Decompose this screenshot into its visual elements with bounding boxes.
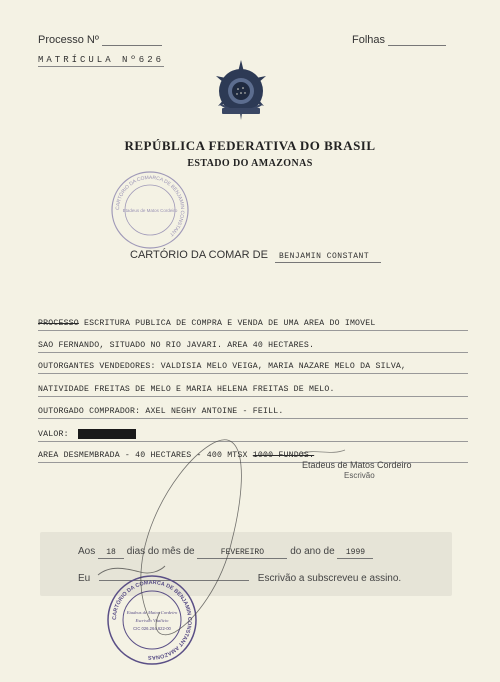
ano-label: do ano de [290, 546, 335, 557]
signatory-role: Escrivão [344, 471, 375, 480]
coat-of-arms-icon [208, 58, 274, 124]
redacted-value [78, 429, 136, 439]
body-line-4: NATIVIDADE FREITAS DE MELO E MARIA HELENA FREITAS DE MELO. [38, 385, 468, 397]
seal-bottom-line-1: Etadeus de Matos Cordeiro [126, 610, 178, 615]
signatory-name: Etadeus de Matos Cordeiro [302, 460, 412, 470]
notary-seal-top [110, 170, 190, 250]
body-line-5: OUTORGADO COMPRADOR: AXEL NEGHY ANTOINE - FEILL. [38, 407, 468, 419]
matricula-number: MATRÍCULA Nº626 [38, 55, 165, 65]
folhas-label: Folhas [352, 34, 386, 46]
body-line-valor [38, 429, 468, 442]
struck-processo: PROCESSO [38, 319, 79, 328]
notary-seal-bottom [106, 574, 198, 666]
comarca-value: BENJAMIN CONSTANT [275, 252, 381, 263]
eu-label: Eu [78, 573, 91, 584]
month-value: FEVEREIRO [197, 548, 287, 559]
seal-bottom-ring-text: CARTÓRIO DA COMARCA DE BENJAMIN CONSTANT AMAZONAS [111, 579, 193, 661]
body-line-7-text: ÁREA DESMEMBRADA - 40 HECTARES - 400 MTSX [38, 451, 248, 460]
body-line-2: SÃO FERNANDO, SITUADO NO RIO JAVARÍ. ÁREA 40 HECTARES. [38, 341, 468, 353]
footer-band [40, 532, 452, 596]
processo-label: Processo Nº [38, 34, 99, 46]
escrivao-text: Escrivão a subscreveu e assino. [257, 573, 402, 584]
aos-label: Aos [78, 546, 96, 557]
processo-blank [102, 35, 162, 46]
comarca-field [130, 249, 381, 263]
body-line-3: OUTORGANTES VENDEDORES: VALDISIA MELO VEIGA, MARIA NAZARÉ MELO DA SILVA, [38, 362, 468, 374]
year-value: 1999 [337, 548, 373, 559]
body-line-1-text: ESCRITURA PÚBLICA DE COMPRA E VENDA DE UMA ÁREA DO IMÓVEL [84, 319, 376, 328]
state-title: ESTADO DO AMAZONAS [187, 158, 313, 169]
valor-label: VALOR: [38, 430, 69, 440]
dias-label: dias do mês de [126, 546, 195, 557]
body-line-7-struck: 1000 FUNDOS. [252, 451, 315, 460]
seal-top-center-text: Etadeus de Matos Cordeiro [122, 208, 178, 213]
folhas-field [352, 34, 446, 46]
republic-title: REPÚBLICA FEDERATIVA DO BRASIL [124, 138, 376, 153]
seal-top-ring-text: CARTÓRIO DA COMARCA DE BENJAMIN CONSTANT [114, 174, 186, 238]
comarca-label: CARTÓRIO DA COMAR DE [130, 249, 268, 261]
seal-bottom-line-2: Escrivão Vitalício [135, 618, 169, 623]
day-value: 18 [98, 548, 124, 559]
folhas-blank [388, 35, 446, 46]
processo-field [38, 34, 162, 46]
date-line [78, 546, 373, 559]
body-line-1 [38, 319, 468, 331]
seal-bottom-line-3: CIC 026.264.622-00 [133, 626, 171, 631]
